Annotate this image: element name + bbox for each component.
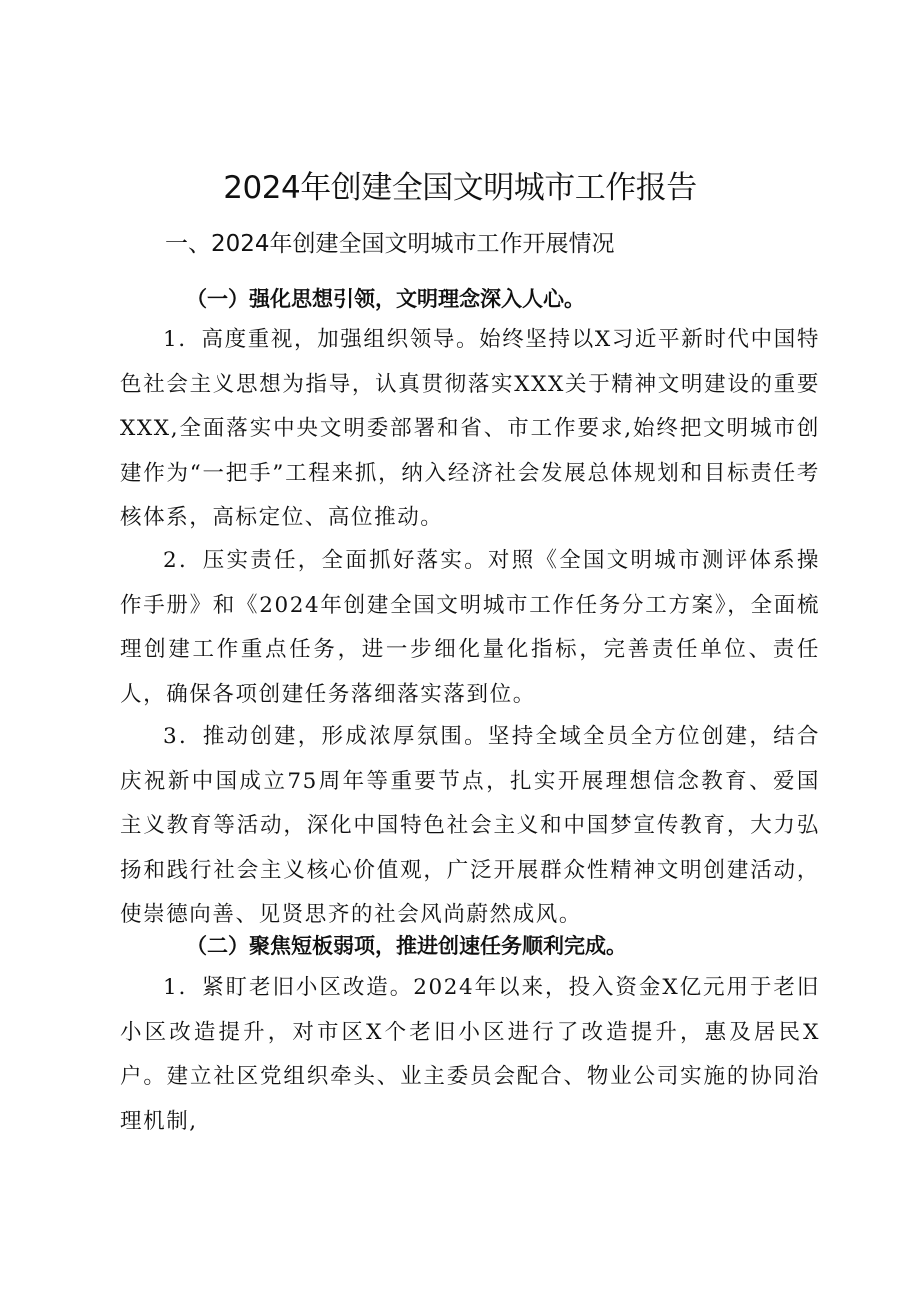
section-heading-1: 一、2024年创建全国文明城市工作开展情况 (165, 231, 615, 257)
paragraph-2-1: 1．紧盯老旧小区改造。2024年以来，投入资金X亿元用于老旧小区改造提升，对市区X个老旧小区进行了改造提升，惠及居民X户。建立社区党组织牵头、业主委员会配合、物业公司实施的协同治理机制, (120, 975, 820, 1134)
paragraph-1-1: 1．高度重视，加强组织领导。始终坚持以X习近平新时代中国特色社会主义思想为指导，认真贯彻落实XXX关于精神文明建设的重要XXX,全面落实中央文明委部署和省、市工作要求,始终把文明城市创建作为“一把手”工程来抓，纳入经济社会发展总体规划和目标责任考核体系，高标定位、高位推动。 (120, 327, 820, 530)
subsection-heading-2: （二）聚焦短板弱项，推进创速任务顺利完成。 (186, 933, 627, 958)
paragraph-1-3: 3．推动创建，形成浓厚氛围。坚持全域全员全方位创建，结合庆祝新中国成立75周年等重要节点，扎实开展理想信念教育、爱国主义教育等活动，深化中国特色社会主义和中国梦宣传教育，大力弘扬和践行社会主义核心价值观，广泛开展群众性精神文明创建活动，使崇德向善、见贤思齐的社会风尚蔚然成风。 (120, 724, 820, 927)
paragraph-1-2: 2．压实责任，全面抓好落实。对照《全国文明城市测评体系操作手册》和《2024年创建全国文明城市工作任务分工方案》，全面梳理创建工作重点任务，进一步细化量化指标，完善责任单位、责任人，确保各项创建任务落细落实落到位。 (120, 548, 820, 707)
document-title: 2024年创建全国文明城市工作报告 (223, 170, 697, 206)
subsection-heading-1: （一）强化思想引领，文明理念深入人心。 (186, 286, 585, 311)
